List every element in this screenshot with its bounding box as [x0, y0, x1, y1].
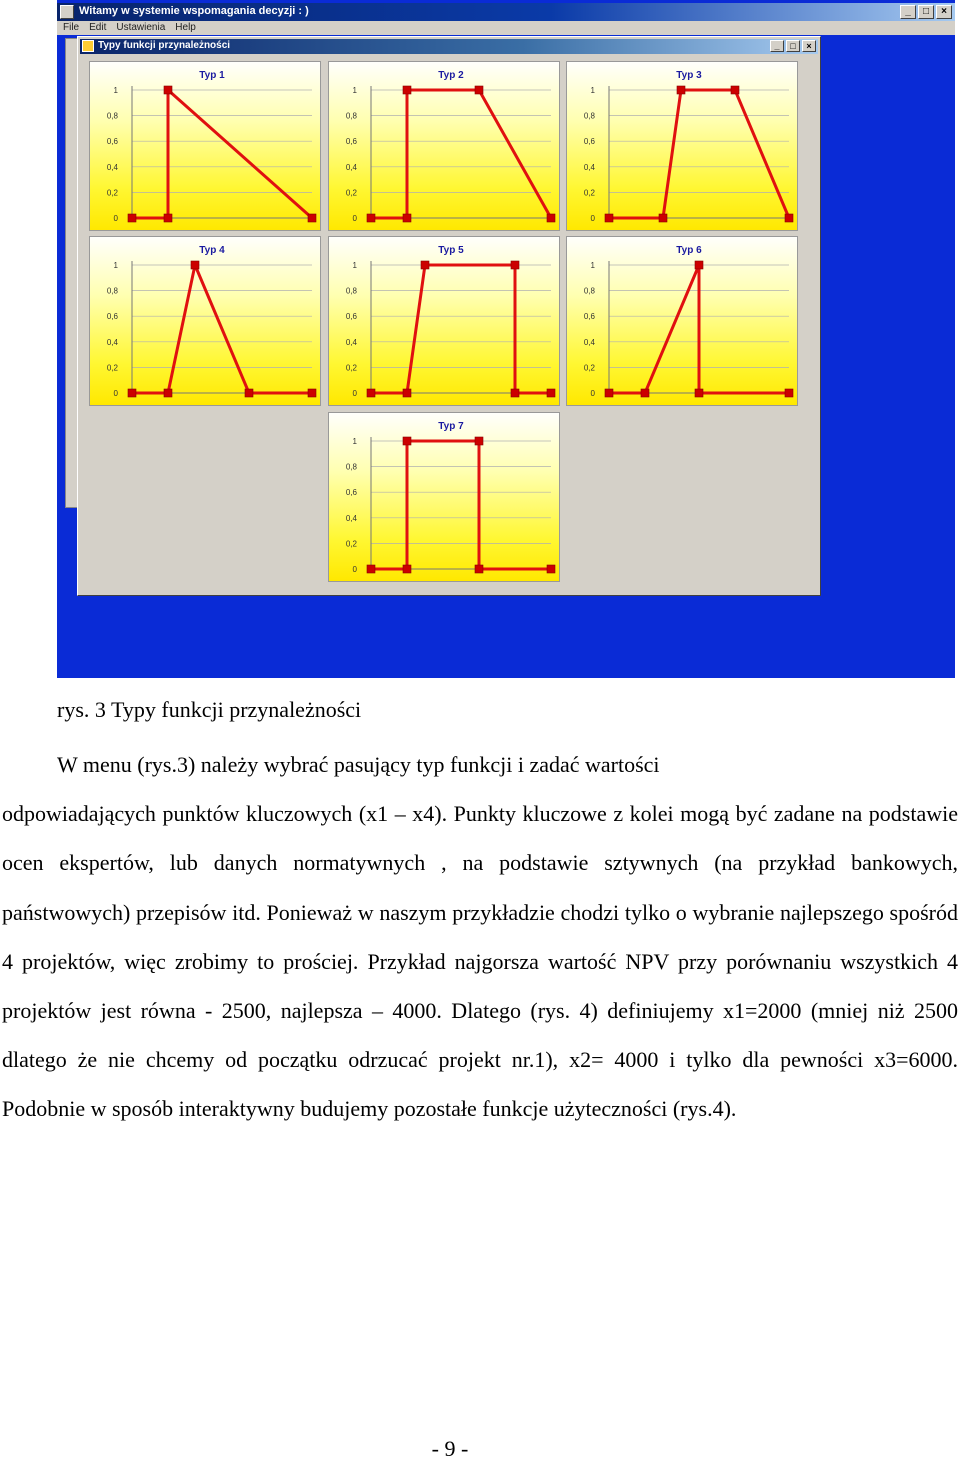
data-point [308, 214, 316, 222]
y-tick-label: 0,6 [345, 312, 357, 322]
series-line [132, 90, 312, 218]
data-point [367, 389, 375, 397]
y-tick-label: 0,2 [345, 363, 357, 373]
chart-typ-4-plot [90, 237, 322, 407]
y-tick-label: 0 [352, 389, 357, 398]
data-point [547, 565, 555, 573]
chart-typ-5-plot [329, 237, 561, 407]
data-point [164, 389, 172, 397]
data-point [475, 565, 483, 573]
chart-title: Typ 7 [438, 421, 464, 432]
chart-typ-3[interactable] [566, 61, 798, 231]
series-line [371, 441, 551, 569]
y-tick-label: 0,8 [583, 286, 595, 296]
data-point [403, 565, 411, 573]
series-line [371, 265, 551, 393]
child-window-icon[interactable] [82, 40, 94, 52]
data-point [695, 389, 703, 397]
y-tick-label: 0,8 [345, 111, 357, 121]
y-tick-label: 1 [590, 86, 595, 95]
data-point [511, 261, 519, 269]
y-tick-label: 1 [352, 86, 357, 95]
chart-title: Typ 3 [676, 70, 702, 81]
menu-bar [57, 21, 955, 35]
data-point [475, 86, 483, 94]
child-close-button[interactable]: × [802, 40, 816, 52]
data-point [677, 86, 685, 94]
page-number: - 9 - [431, 1436, 469, 1461]
data-point [403, 214, 411, 222]
y-tick-label: 0,6 [583, 312, 595, 322]
data-point [191, 261, 199, 269]
y-tick-label: 0,2 [106, 363, 118, 373]
menu-file[interactable]: File [63, 22, 80, 33]
chart-typ-4[interactable] [89, 236, 321, 406]
y-tick-label: 0,4 [345, 513, 357, 523]
y-tick-label: 0,4 [345, 337, 357, 347]
chart-typ-7[interactable] [328, 412, 560, 582]
y-tick-label: 0,2 [345, 188, 357, 198]
data-point [128, 214, 136, 222]
data-point [475, 437, 483, 445]
y-tick-label: 0,8 [345, 462, 357, 472]
data-point [785, 389, 793, 397]
y-tick-label: 0,2 [583, 188, 595, 198]
chart-typ-7-plot [329, 413, 561, 583]
y-tick-label: 0 [352, 565, 357, 574]
data-point [605, 214, 613, 222]
paragraph-first-line: W menu (rys.3) należy wybrać pasujący typ funkcji i zadać wartości [57, 752, 660, 777]
series-line [371, 90, 551, 218]
chart-typ-6-plot [567, 237, 799, 407]
chart-typ-6[interactable] [566, 236, 798, 406]
series-line [609, 90, 789, 218]
data-point [785, 214, 793, 222]
chart-typ-2[interactable] [328, 61, 560, 231]
chart-title: Typ 2 [438, 70, 464, 81]
data-point [605, 389, 613, 397]
series-line [609, 265, 789, 393]
data-point [164, 86, 172, 94]
chart-title: Typ 1 [199, 70, 225, 81]
menu-help[interactable]: Help [175, 22, 196, 33]
chart-title: Typ 6 [676, 245, 702, 256]
series-line [132, 265, 312, 393]
y-tick-label: 0,2 [106, 188, 118, 198]
chart-typ-2-plot [329, 62, 561, 232]
y-tick-label: 1 [352, 437, 357, 446]
child-window-title: Typy funkcji przynależności [98, 40, 231, 51]
main-window-titlebar[interactable] [57, 3, 955, 21]
y-tick-label: 0,4 [106, 162, 118, 172]
y-tick-label: 1 [113, 261, 118, 270]
y-tick-label: 0,6 [345, 137, 357, 147]
y-tick-label: 0,4 [583, 162, 595, 172]
data-point [367, 214, 375, 222]
chart-title: Typ 5 [438, 245, 464, 256]
data-point [695, 261, 703, 269]
y-tick-label: 0,8 [345, 286, 357, 296]
y-tick-label: 0 [590, 214, 595, 223]
y-tick-label: 0 [352, 214, 357, 223]
paragraph-body: odpowiadających punktów kluczowych (x1 – x4). Punkty kluczowe z kolei mogą być zadane na podstawie ocen ekspertów, lub danych normatywnych , na podstawie sztywnych (na przykład bankowych, państwowych) przepisów itd. Ponieważ w naszym przykładzie chodzi tylko o wybranie najlepszego spośród 4 projektów, więc zrobimy to prościej. Przykład najgorsza wartość NPV przy porównaniu wszystkich 4 projektów jest równa - 2500, najlepsza – 4000. Dlatego (rys. 4) definiujemy x1=2000 (mniej niż 2500 dlatego że nie chcemy od początku odrzucać projekt nr.1), x2= 4000 i tylko dla pewności x3=6000. Podobnie w sposób interaktywny budujemy pozostałe funkcje użyteczności (rys.4). [2, 801, 958, 1122]
app-icon[interactable] [60, 5, 74, 19]
application-screenshot [57, 0, 955, 678]
data-point [367, 565, 375, 573]
data-point [308, 389, 316, 397]
child-minimize-button[interactable]: _ [770, 40, 784, 52]
data-point [403, 86, 411, 94]
y-tick-label: 0,4 [583, 337, 595, 347]
chart-typ-5[interactable] [328, 236, 560, 406]
minimize-button[interactable]: _ [900, 5, 916, 19]
membership-types-window [77, 36, 821, 596]
close-button[interactable]: × [936, 5, 952, 19]
chart-typ-1-plot [90, 62, 322, 232]
y-tick-label: 0,6 [583, 137, 595, 147]
y-tick-label: 0,6 [106, 312, 118, 322]
y-tick-label: 0,8 [583, 111, 595, 121]
data-point [547, 389, 555, 397]
menu-edit[interactable]: Edit [89, 22, 107, 33]
data-point [245, 389, 253, 397]
maximize-button[interactable]: □ [918, 5, 934, 19]
y-tick-label: 0,6 [106, 137, 118, 147]
y-tick-label: 0 [113, 214, 118, 223]
child-maximize-button[interactable]: □ [786, 40, 800, 52]
y-tick-label: 1 [352, 261, 357, 270]
data-point [421, 261, 429, 269]
data-point [511, 389, 519, 397]
chart-title: Typ 4 [199, 245, 225, 256]
data-point [547, 214, 555, 222]
data-point [641, 389, 649, 397]
data-point [731, 86, 739, 94]
child-window-titlebar[interactable] [80, 39, 818, 54]
y-tick-label: 0,4 [345, 162, 357, 172]
y-tick-label: 0 [590, 389, 595, 398]
data-point [403, 389, 411, 397]
data-point [128, 389, 136, 397]
y-tick-label: 1 [113, 86, 118, 95]
data-point [164, 214, 172, 222]
y-tick-label: 0,2 [345, 539, 357, 549]
y-tick-label: 0,2 [583, 363, 595, 373]
y-tick-label: 0,4 [106, 337, 118, 347]
y-tick-label: 0 [113, 389, 118, 398]
y-tick-label: 0,8 [106, 286, 118, 296]
data-point [659, 214, 667, 222]
y-tick-label: 1 [590, 261, 595, 270]
figure-caption: rys. 3 Typy funkcji przynależności [57, 697, 362, 722]
y-tick-label: 0,6 [345, 488, 357, 498]
data-point [403, 437, 411, 445]
y-tick-label: 0,8 [106, 111, 118, 121]
body-paragraph [2, 740, 958, 1134]
main-window-title: Witamy w systemie wspomagania decyzji : ) [79, 5, 309, 17]
chart-typ-1[interactable] [89, 61, 321, 231]
menu-ustawienia[interactable]: Ustawienia [116, 22, 166, 33]
chart-typ-3-plot [567, 62, 799, 232]
